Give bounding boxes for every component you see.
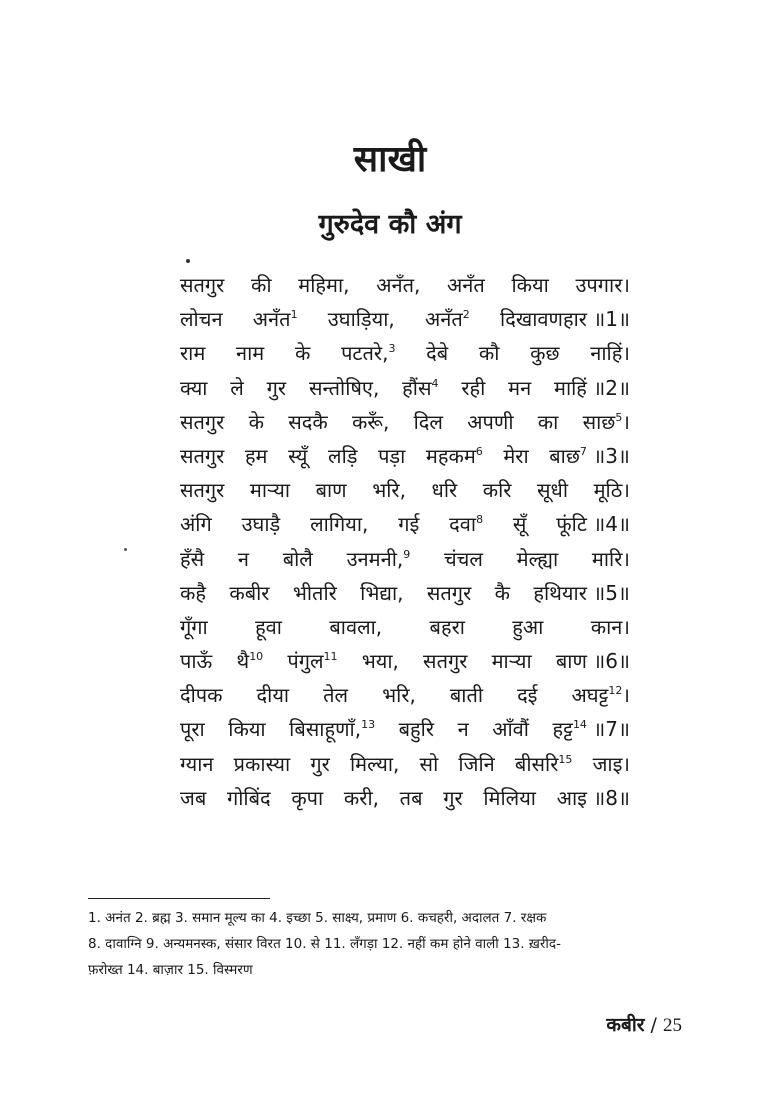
verse-word: पूरा: [180, 717, 205, 742]
verse-word: बहरा: [429, 614, 465, 639]
verse-word: बिसाहूणाँ,$^{13}$: [289, 717, 376, 742]
verse-word: न: [457, 717, 469, 742]
verse-block: [180, 268, 630, 815]
verse-word: कान।: [590, 614, 630, 639]
verse-word: लोचन: [180, 307, 223, 332]
verse-line: [180, 781, 630, 815]
verse-word: उनमनी,$^9$: [346, 546, 411, 571]
verse-word: हुआ: [512, 614, 544, 639]
verse-word: सतगुर: [180, 409, 225, 434]
verse-word: पंगुल$^{11}$: [287, 649, 338, 674]
verse-word: तब: [399, 785, 423, 810]
section-title: गुरुदेव कौ अंग: [318, 209, 462, 240]
verse-word: बीसरि$^{15}$: [514, 751, 573, 776]
verse-word: के: [294, 341, 311, 366]
verse-word: भया,: [361, 649, 399, 674]
verse-word: पाऊँ: [180, 649, 213, 674]
ink-speck: [124, 548, 127, 551]
verse-word: करूँ,: [352, 409, 390, 434]
verse-word: किया: [511, 273, 549, 297]
verse-word: गुर: [310, 751, 330, 776]
verse-line: [180, 542, 630, 576]
page-number: 25: [663, 1015, 682, 1036]
verse-word: अनँत,: [376, 273, 421, 297]
verse-word: करी,: [343, 785, 379, 810]
verse-word: मार्‍या: [491, 649, 532, 674]
verse-word: मूठि।: [593, 478, 630, 503]
verse-word: कौ: [478, 341, 500, 366]
verse-word: अंगि: [180, 512, 212, 537]
verse-line: [180, 712, 630, 746]
verse-word: बाती: [449, 683, 484, 708]
page-title: साखी: [353, 139, 427, 180]
verse-word: बाछ$^7$ ॥3॥: [549, 443, 630, 468]
verse-word: सूधी: [537, 478, 569, 503]
verse-word: गोबिंद: [226, 785, 271, 810]
verse-word: अपणी: [467, 409, 514, 434]
verse-word: दीया: [256, 683, 290, 708]
verse-word: दीपक: [180, 683, 223, 708]
verse-word: भीतरि: [292, 580, 337, 605]
verse-word: अघट्ट$^{12}$।: [571, 683, 630, 708]
verse-word: मन: [508, 375, 532, 400]
verse-word: बाण: [315, 478, 347, 503]
verse-word: दिखावणहार ॥1॥: [500, 307, 630, 332]
verse-word: भिद्या,: [360, 580, 404, 605]
verse-word: हट्ट$^{14}$ ॥7॥: [552, 717, 630, 742]
verse-word: न: [237, 546, 249, 571]
verse-word: महकम$^6$: [425, 443, 483, 468]
verse-word: मारि।: [591, 546, 630, 571]
verse-word: उपगार।: [575, 273, 630, 297]
verse-word: सो: [419, 751, 439, 776]
verse-word: राम: [180, 341, 206, 366]
page-footer: [606, 1012, 682, 1039]
verse-word: जिनि: [458, 751, 495, 776]
verse-line: [180, 371, 630, 405]
verse-word: उघाड़िया,: [327, 307, 395, 332]
verse-word: बहुरि: [398, 717, 435, 742]
verse-word: गई: [398, 512, 420, 537]
verse-word: भरि,: [382, 683, 416, 708]
verse-word: अनँत: [447, 273, 485, 297]
verse-word: क्या: [180, 375, 208, 400]
verse-word: फूंटि ॥4॥: [556, 512, 630, 537]
verse-word: की: [251, 273, 272, 297]
verse-word: नाम: [236, 341, 265, 366]
verse-word: मिल्या,: [349, 751, 400, 776]
verse-word: स्यूँ: [288, 443, 308, 468]
verse-line: [180, 576, 630, 610]
verse-word: मार्‍या: [249, 478, 291, 503]
verse-line: [180, 610, 630, 644]
footer-author: कबीर: [606, 1014, 645, 1036]
verse-word: बोलै: [282, 546, 313, 571]
verse-word: अनँत$^2$: [425, 307, 470, 332]
verse-word: सतगुर: [180, 478, 225, 503]
verse-line: [180, 405, 630, 439]
verse-word: बाण ॥6॥: [555, 649, 630, 674]
verse-word: हौंस$^4$: [402, 375, 439, 400]
verse-word: माहिं ॥2॥: [553, 375, 630, 400]
verse-word: गुर: [443, 785, 463, 810]
footnote-line: फ़रोख्त 14. बाज़ार 15. विस्मरण: [88, 962, 253, 978]
verse-word: मेरा: [503, 443, 529, 468]
verse-word: गुर: [266, 375, 287, 400]
verse-word: देबे: [426, 341, 449, 366]
verse-word: दई: [517, 683, 538, 708]
verse-word: थै$^{10}$: [236, 649, 264, 674]
verse-word: कुछ: [530, 341, 560, 366]
verse-word: गूँगा: [180, 614, 208, 639]
verse-word: कृपा: [291, 785, 324, 810]
verse-word: हूवा: [255, 614, 282, 639]
verse-word: अनँत$^1$: [252, 307, 298, 332]
footnote-line: 1. अनंत 2. ब्रह्म 3. समान मूल्य का 4. इच्छा 5. साक्ष्य, प्रमाण 6. कचहरी, अदालत 7. रक्षक: [88, 910, 547, 926]
verse-word: मेल्ह्या: [516, 546, 559, 571]
verse-word: कबीर: [229, 580, 270, 605]
verse-word: सतगुर: [180, 273, 225, 297]
verse-word: तेल: [323, 683, 349, 708]
verse-word: धरि: [431, 478, 458, 503]
verse-word: मिलिया: [483, 785, 536, 810]
verse-line: [180, 678, 630, 712]
verse-line: [180, 644, 630, 678]
verse-line: [180, 439, 630, 473]
verse-word: नाहिं।: [590, 341, 630, 366]
verse-word: जब: [180, 785, 207, 810]
verse-word: हँसै: [180, 546, 205, 571]
verse-word: आइ ॥8॥: [556, 785, 630, 810]
footnotes: [88, 905, 700, 983]
verse-line: [180, 336, 630, 370]
verse-line: [180, 473, 630, 507]
ink-speck: [186, 259, 190, 263]
footnote-line: 8. दावाग्नि 9. अन्यमनस्क, संसार विरत 10. से 11. लँगड़ा 12. नहीं कम होने वाली 13. ख़रीद-: [88, 936, 561, 952]
verse-word: लड़ि: [328, 443, 358, 468]
footnote-divider: [88, 898, 270, 899]
verse-word: हथियार ॥5॥: [533, 580, 630, 605]
verse-line: [180, 268, 630, 302]
verse-word: कै: [494, 580, 510, 605]
verse-word: जाइ।: [592, 751, 630, 776]
verse-word: पटतरे,$^3$: [341, 341, 396, 366]
verse-word: चंचल: [443, 546, 483, 571]
verse-word: के: [248, 409, 265, 434]
verse-line: [180, 507, 630, 541]
verse-word: ले: [230, 375, 244, 400]
verse-word: सूँ: [512, 512, 527, 537]
verse-word: पड़ा: [378, 443, 406, 468]
verse-word: आँवौं: [492, 717, 529, 742]
verse-word: का: [537, 409, 559, 434]
verse-word: प्रकास्या: [233, 751, 291, 776]
verse-word: रही: [461, 375, 486, 400]
verse-line: [180, 302, 630, 336]
verse-word: हम: [244, 443, 268, 468]
footer-separator: /: [644, 1014, 663, 1036]
verse-word: सन्तोषिए,: [308, 375, 380, 400]
verse-word: दवा$^8$: [449, 512, 484, 537]
verse-word: कहै: [180, 580, 206, 605]
verse-word: सतगुर: [180, 443, 225, 468]
verse-line: [180, 747, 630, 781]
verse-word: लागिया,: [310, 512, 369, 537]
verse-word: दिल: [413, 409, 443, 434]
verse-word: साछ$^5$।: [582, 409, 630, 434]
verse-word: सतगुर: [426, 580, 472, 605]
verse-word: महिमा,: [298, 273, 350, 297]
verse-word: करि: [482, 478, 512, 503]
verse-word: बावला,: [329, 614, 383, 639]
verse-word: ग्यान: [180, 751, 214, 776]
verse-word: उघाड़ै: [241, 512, 281, 537]
verse-word: भरि,: [372, 478, 406, 503]
verse-word: सदकै: [288, 409, 328, 434]
verse-word: सतगुर: [423, 649, 468, 674]
verse-word: किया: [228, 717, 266, 742]
